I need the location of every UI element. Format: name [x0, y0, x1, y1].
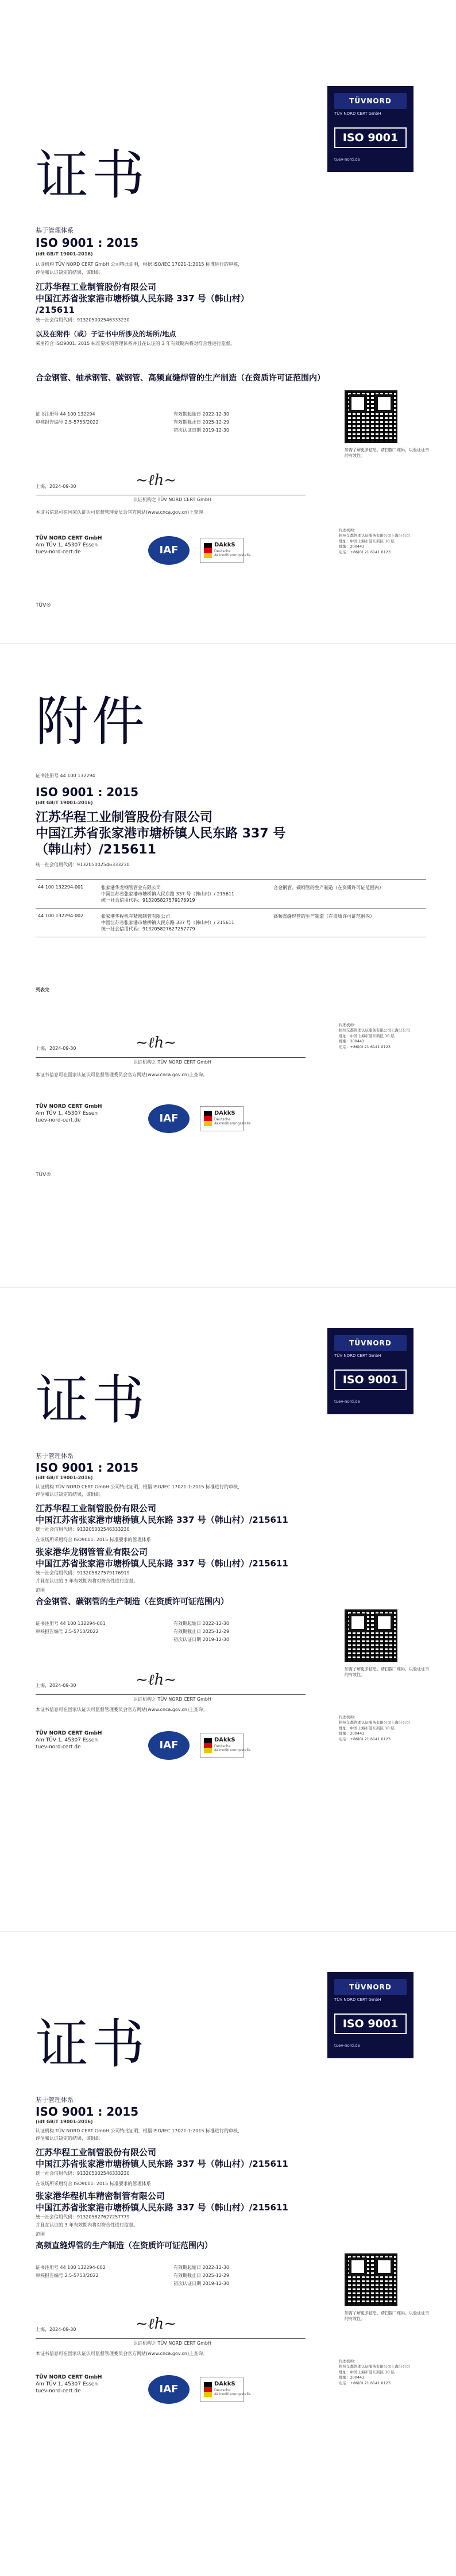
valid-from: 有效期起始日 2022-12-30: [173, 412, 230, 417]
sub-credit-code: 统一社会信用代码：913205827579176919: [36, 1570, 130, 1576]
annex-postcode: （韩山村）/215611: [36, 843, 156, 857]
row-org-code: 统一社会信用代码：913205827627257779: [101, 926, 195, 932]
row-org-addr: 中国江苏省张家港市塘桥镇人民东路 337 号（韩山村）/ 215611: [101, 891, 235, 897]
certificate-meta: [36, 1620, 311, 1648]
issuer-name: TÜV NORD CERT GmbH: [36, 536, 102, 541]
sub-company: 张家港华程机车精密制管有限公司: [36, 2191, 165, 2201]
valid-to: 有效期截止日 2025-12-29: [173, 1629, 230, 1634]
tuv-nord-logo: [327, 86, 414, 172]
reg-no: 证书注册号 44 100 132294-001: [36, 1621, 106, 1626]
iaf-logo: IAF: [148, 1104, 190, 1133]
certificate-title: 证书: [36, 2014, 149, 2075]
row-org-name: 张家港华程机车精密制管有限公司: [101, 914, 170, 919]
agent-addr-line: 地址：中国上海市浦东新区 10 层: [339, 1725, 395, 1731]
intro-line-1: 认证机构 TÜV NORD CERT GmbH 公司特此证明，根据 ISO/IEC 17021-1:2015 标准进行的审核，: [36, 2128, 243, 2133]
intro-line-2: 评估和认证决定的结果，该组织: [36, 2136, 100, 2141]
annex-title: 附件: [36, 691, 149, 752]
logo-subtitle: TÜV NORD CERT GmbH: [334, 1353, 381, 1358]
basis-label: 基于管理体系: [36, 227, 74, 234]
agent-name: 杭州艾都管理认证服务有限公司上海分公司: [339, 2364, 410, 2369]
annex-signature-caption: 认证机构之 TÜV NORD CERT GmbH: [133, 1060, 211, 1065]
tuv-trademark: TÜV®: [36, 1172, 52, 1178]
standard-equivalent: (idt GB/T 19001-2016): [36, 251, 93, 257]
certificate-meta: [36, 2264, 311, 2292]
agent-phone: 电话：+86(0) 21 6141 0123: [339, 549, 391, 554]
agent-name: 杭州艾都管理认证服务有限公司上海分公司: [339, 1028, 410, 1033]
dakks-logo: [200, 1733, 251, 1758]
monitor-statement: 并且在认证的 3 年有效期内将对符合性进行监督。: [36, 2222, 138, 2228]
annex-cnca-note: 本证书信息可在国家认证认可监督管理委员会官方网站(www.cnca.gov.cn)上查询。: [36, 1072, 208, 1077]
valid-to: 有效期截止日 2025-12-29: [173, 420, 230, 425]
agent-label: 代理机构：: [339, 528, 358, 533]
agent-label: 代理机构：: [339, 2359, 358, 2364]
credit-code: 统一社会信用代码：913205002546333230: [36, 2171, 130, 2176]
dakks-label: DAkkS: [214, 542, 235, 548]
agent-addr-line: 地址：中国上海市浦东新区 10 层: [339, 2369, 395, 2375]
site-label: 在该场所采用符合 ISO9001: 2015 标准要求的管理体系: [36, 1537, 151, 1542]
basis-label: 基于管理体系: [36, 2096, 74, 2104]
row-no: 44 100 132294-002: [36, 909, 99, 937]
first-issue: 初次认证日期 2019-12-30: [173, 1637, 230, 1642]
annex-page: [0, 644, 456, 1288]
table-row: [36, 880, 426, 909]
dakks-subtitle: Deutsche Akkreditierungsstelle: [214, 549, 251, 557]
iaf-logo: IAF: [148, 1731, 190, 1760]
basis-label: 基于管理体系: [36, 1452, 74, 1460]
annex-standard-eq: (idt GB/T 19001-2016): [36, 800, 93, 805]
issuer-website[interactable]: tuev-nord-cert.de: [36, 1118, 81, 1124]
credit-code: 统一社会信用代码：913205002546333230: [36, 317, 130, 323]
dakks-label: DAkkS: [214, 1737, 235, 1743]
agent-address: [339, 1715, 436, 1742]
first-issue: 初次认证日期 2019-12-30: [173, 2281, 230, 2286]
table-row: [36, 909, 426, 937]
sub-company: 张家港华龙钢管管业有限公司: [36, 1547, 148, 1557]
certificate-meta: [36, 410, 311, 445]
row-no: 44 100 132294-001: [36, 880, 99, 909]
logo-iso-mark: ISO 9001: [334, 127, 407, 148]
company-postcode: /215611: [36, 305, 75, 315]
logo-subtitle: TÜV NORD CERT GmbH: [334, 1997, 381, 2002]
signature-line: [36, 1694, 306, 1695]
agent-name: 杭州艾都管理认证服务有限公司上海分公司: [339, 1720, 410, 1725]
sub-address: 中国江苏省张家港市塘桥镇人民东路 337 号（韩山村）/215611: [36, 2202, 288, 2213]
agent-address: [339, 2359, 436, 2386]
reg-no: 证书注册号 44 100 132294: [36, 412, 95, 417]
annex-address: 中国江苏省张家港市塘桥镇人民东路 337 号: [36, 827, 286, 841]
scope: 合金钢管、轴承钢管、碳钢管、高频直缝焊管的生产制造（在资质许可证范围内）: [36, 374, 325, 383]
logo-url: tuev-nord.de: [334, 2043, 360, 2048]
annex-reg-no: 证书注册号 44 100 132294: [36, 773, 95, 778]
issuer-website[interactable]: tuev-nord-cert.de: [36, 549, 81, 556]
dakks-subtitle: Deutsche Akkreditierungsstelle: [214, 2388, 251, 2396]
agent-postcode: 邮编：200443: [339, 1731, 365, 1736]
company-address: 中国江苏省张家港市塘桥镇人民东路 337 号（韩山村）/215611: [36, 2159, 288, 2169]
valid-from: 有效期起始日 2022-12-30: [173, 1621, 230, 1626]
audit-no: 审核报告编号 2.5-5753/2022: [36, 2273, 99, 2278]
standard-equivalent: (idt GB/T 19001-2016): [36, 1475, 93, 1480]
place-date: 上海，2024-09-30: [36, 2327, 76, 2332]
annex-company: 江苏华程工业制管股份有限公司: [36, 810, 213, 825]
tuv-trademark: TÜV®: [36, 603, 52, 608]
certificate-title: 证书: [36, 145, 149, 206]
signature-line: [36, 2338, 306, 2339]
agent-addr-line: 地址：中国上海市浦东新区 10 层: [339, 1033, 395, 1038]
cnca-note: 本证书信息可在国家认证认可监督管理委员会官方网站(www.cnca.gov.cn)上查询。: [36, 1707, 208, 1712]
applied-statement: 采用符合 ISO9001: 2015 标准要求的管理体系并且在认证的 3 年有效期内将对符合性进行监督。: [36, 341, 235, 346]
agent-addr-line: 地址：中国上海市浦东新区 10 层: [339, 538, 395, 544]
list-end: 列表完: [36, 987, 49, 992]
agent-phone: 电话：+86(0) 21 6141 0123: [339, 1044, 391, 1049]
dakks-logo: [200, 1106, 251, 1131]
annex-signature-line: [36, 1057, 306, 1058]
issuer-website[interactable]: tuev-nord-cert.de: [36, 2388, 81, 2395]
tuv-nord-logo: [327, 1972, 414, 2058]
agent-postcode: 邮编：200443: [339, 1039, 365, 1044]
qr-note: 如需了解更多信息，请扫描二维码，以验证证书的有效性。: [345, 1667, 429, 1677]
monitor-statement: 并且在认证的 3 年有效期内将对符合性进行监督。: [36, 1578, 138, 1584]
standard: ISO 9001 : 2015: [36, 236, 139, 250]
first-issue: 初次认证日期 2019-12-30: [173, 428, 230, 433]
qr-code[interactable]: [345, 390, 397, 443]
signature-caption: 认证机构之 TÜV NORD CERT GmbH: [133, 497, 211, 502]
sub-credit-code: 统一社会信用代码：913205827627257779: [36, 2214, 130, 2220]
cnca-note: 本证书信息可在国家认证认可监督管理委员会官方网站(www.cnca.gov.cn)上查询。: [36, 2351, 208, 2356]
iaf-logo: IAF: [148, 2375, 190, 2404]
intro-line-1: 认证机构 TÜV NORD CERT GmbH 公司特此证明，根据 ISO/IEC 17021-1:2015 标准进行的审核，: [36, 1484, 243, 1489]
certificate-title: 证书: [36, 1370, 149, 1431]
certificate-page-1: [0, 0, 456, 644]
row-org: [99, 880, 271, 909]
company-address: 中国江苏省张家港市塘桥镇人民东路 337 号（韩山村）/215611: [36, 1515, 288, 1525]
issuer-name: TÜV NORD CERT GmbH: [36, 1104, 102, 1109]
scope-label: 范围: [36, 1588, 45, 1593]
agent-address: [339, 1023, 436, 1050]
tuv-brand: TÜVNORD: [334, 1335, 407, 1351]
qr-code[interactable]: [345, 1609, 397, 1662]
agent-name: 杭州艾都管理认证服务有限公司上海分公司: [339, 533, 410, 538]
issuer-footer: [36, 535, 102, 556]
row-org-addr: 中国江苏省张家港市塘桥镇人民东路 337 号（韩山村）/ 215611: [101, 920, 235, 925]
certificate-page-3: [0, 1288, 456, 1932]
issuer-footer: [36, 2374, 102, 2395]
signature-caption: 认证机构之 TÜV NORD CERT GmbH: [133, 2341, 211, 2346]
annex-credit-code: 统一社会信用代码：913205002546333230: [36, 862, 130, 867]
row-scope: 合金钢管、碳钢管的生产制造（在资质许可证范围内）: [271, 880, 426, 909]
sub-address: 中国江苏省张家港市塘桥镇人民东路 337 号（韩山村）/215611: [36, 1558, 288, 1569]
company-name: 江苏华程工业制管股份有限公司: [36, 282, 157, 292]
issuer-name: TÜV NORD CERT GmbH: [36, 2375, 102, 2380]
logo-url: tuev-nord.de: [334, 157, 360, 162]
dakks-label: DAkkS: [214, 1110, 235, 1116]
signature: ∼ℓh∼: [136, 1671, 177, 1689]
row-org: [99, 909, 271, 937]
agent-phone: 电话：+86(0) 21 6141 0123: [339, 1736, 391, 1741]
site-label: 在该场所采用符合 ISO9001: 2015 标准要求的管理体系: [36, 2181, 151, 2186]
intro-line-2: 评估和认证决定的结果，该组织: [36, 1492, 100, 1497]
issuer-footer: [36, 1730, 102, 1751]
annex-place-date: 上海，2024-09-30: [36, 1046, 76, 1051]
agent-label: 代理机构：: [339, 1715, 358, 1720]
audit-no: 审核报告编号 2.5-5753/2022: [36, 1629, 99, 1634]
dakks-logo: [200, 2377, 251, 2402]
annex-standard: ISO 9001 : 2015: [36, 785, 139, 799]
issuer-address: Am TÜV 1, 45307 Essen: [36, 542, 98, 549]
issuer-website[interactable]: tuev-nord-cert.de: [36, 1744, 81, 1751]
iaf-logo: IAF: [148, 536, 190, 565]
dakks-subtitle: Deutsche Akkreditierungsstelle: [214, 1118, 251, 1126]
issuer-address: Am TÜV 1, 45307 Essen: [36, 2381, 98, 2388]
agent-postcode: 邮编：200443: [339, 2375, 365, 2380]
signature: ∼ℓh∼: [136, 472, 177, 489]
place-date: 上海，2024-09-30: [36, 1683, 76, 1688]
dakks-label: DAkkS: [214, 2381, 235, 2387]
qr-note: 如需了解更多信息，请扫描二维码，以验证证书的有效性。: [345, 2311, 429, 2321]
company-name: 江苏华程工业制管股份有限公司: [36, 2147, 157, 2158]
tuv-brand: TÜVNORD: [334, 1979, 407, 1995]
scope: 合金钢管、碳钢管的生产制造（在资质许可证范围内）: [36, 1597, 229, 1607]
signature-caption: 认证机构之 TÜV NORD CERT GmbH: [133, 1697, 211, 1702]
sub-sites: 以及在附件（或）子证书中所涉及的场所/地点: [36, 330, 176, 338]
row-org-code: 统一社会信用代码：913205827579176919: [101, 898, 195, 903]
row-org-name: 张家港华龙钢管管业有限公司: [101, 885, 161, 890]
company-address: 中国江苏省张家港市塘桥镇人民东路 337 号（韩山村）: [36, 293, 249, 304]
signature: ∼ℓh∼: [136, 2315, 177, 2333]
issuer-name: TÜV NORD CERT GmbH: [36, 1731, 102, 1736]
tuv-brand: TÜVNORD: [334, 93, 407, 109]
agent-postcode: 邮编：200443: [339, 544, 365, 549]
tuv-nord-logo: [327, 1328, 414, 1414]
credit-code: 统一社会信用代码：913205002546333230: [36, 1527, 130, 1532]
standard: ISO 9001 : 2015: [36, 2105, 139, 2119]
annex-signature: ∼ℓh∼: [136, 1034, 177, 1052]
issuer-address: Am TÜV 1, 45307 Essen: [36, 1737, 98, 1744]
place-date: 上海，2024-09-30: [36, 484, 76, 489]
scope-label: 范围: [36, 2232, 45, 2237]
reg-no: 证书注册号 44 100 132294-002: [36, 2265, 106, 2270]
certificate-page-4: [0, 1932, 456, 2576]
qr-code[interactable]: [345, 2253, 397, 2306]
row-scope: 高频直缝焊管的生产制造（在资质许可证范围内）: [271, 909, 426, 937]
standard: ISO 9001 : 2015: [36, 1461, 139, 1475]
standard-equivalent: (idt GB/T 19001-2016): [36, 2119, 93, 2124]
logo-url: tuev-nord.de: [334, 1399, 360, 1404]
dakks-subtitle: Deutsche Akkreditierungsstelle: [214, 1744, 251, 1752]
intro-line-1: 认证机构 TÜV NORD CERT GmbH 公司特此证明，根据 ISO/IEC 17021-1:2015 标准进行的审核，: [36, 262, 243, 267]
cnca-note: 本证书信息可在国家认证认可监督管理委员会官方网站(www.cnca.gov.cn)上查询。: [36, 510, 208, 515]
logo-iso-mark: ISO 9001: [334, 1370, 407, 1390]
scope: 高频直缝焊管的生产制造（在资质许可证范围内）: [36, 2241, 212, 2251]
agent-label: 代理机构：: [339, 1023, 358, 1027]
audit-no: 审核报告编号 2.5-5753/2022: [36, 420, 99, 425]
dakks-logo: [200, 538, 251, 563]
agent-phone: 电话：+86(0) 21 6141 0123: [339, 2380, 391, 2385]
issuer-address: Am TÜV 1, 45307 Essen: [36, 1111, 98, 1117]
valid-from: 有效期起始日 2022-12-30: [173, 2265, 230, 2270]
annex-table: [36, 879, 426, 937]
qr-note: 如需了解更多信息，请扫描二维码，以验证证书的有效性。: [345, 448, 429, 458]
agent-address: [339, 528, 436, 555]
intro-line-2: 评估和认证决定的结果，该组织: [36, 270, 100, 275]
logo-subtitle: TÜV NORD CERT GmbH: [334, 111, 381, 116]
annex-issuer-footer: [36, 1103, 102, 1124]
valid-to: 有效期截止日 2025-12-29: [173, 2273, 230, 2278]
logo-iso-mark: ISO 9001: [334, 2014, 407, 2034]
company-name: 江苏华程工业制管股份有限公司: [36, 1503, 157, 1514]
